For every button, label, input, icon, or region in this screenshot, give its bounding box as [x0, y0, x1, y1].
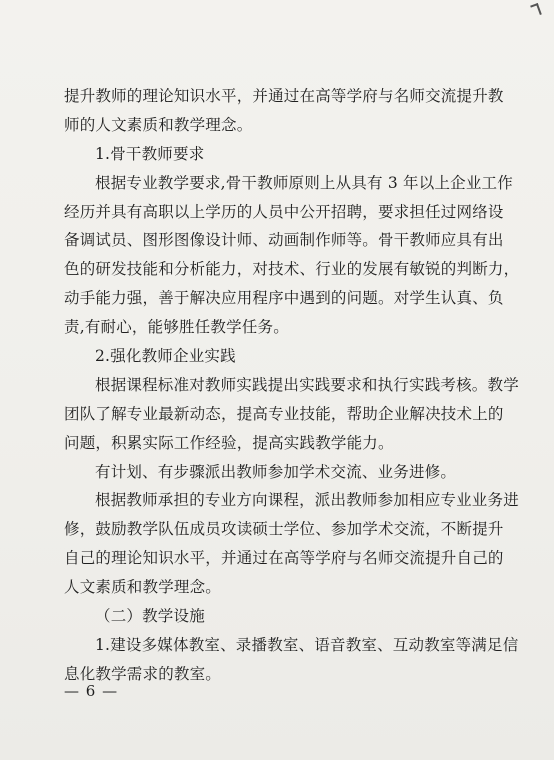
paragraph-line: 根据教师承担的专业方向课程，派出教师参加相应专业业务进 [95, 491, 519, 510]
page-corner-mark [530, 3, 542, 17]
subheading-enterprise-practice: 2.强化教师企业实践 [95, 347, 236, 366]
paragraph-line: 问题，积累实际工作经验，提高实践教学能力。 [64, 433, 394, 452]
paragraph-line: 根据专业教学要求,骨干教师原则上从具有 3 年以上企业工作 [95, 173, 513, 192]
paragraph-line: 责,有耐心，能够胜任教学任务。 [64, 318, 289, 337]
paragraph-line: 师的人文素质和教学理念。 [64, 115, 253, 134]
page-number: — 6 — [64, 682, 119, 700]
paragraph-line: 1.建设多媒体教室、录播教室、语音教室、互动教室等满足信 [95, 635, 519, 654]
paragraph-line: 动手能力强，善于解决应用程序中遇到的问题。对学生认真、负 [64, 289, 504, 308]
paragraph-line: 根据课程标准对教师实践提出实践要求和执行实践考核。教学 [95, 375, 519, 394]
paragraph-line: 自己的理论知识水平，并通过在高等学府与名师交流提升自己的 [64, 549, 504, 568]
paragraph-line: 经历并具有高职以上学历的人员中公开招聘，要求担任过网络设 [64, 202, 504, 221]
section-heading-teaching-facilities: （二）教学设施 [95, 607, 205, 626]
paragraph-line: 人文素质和教学理念。 [64, 578, 222, 597]
paragraph-line: 提升教师的理论知识水平，并通过在高等学府与名师交流提升教 [64, 87, 504, 105]
paragraph-line: 色的研发技能和分析能力，对技术、行业的发展有敏锐的判断力， [64, 260, 520, 279]
paragraph-line: 修，鼓励教学队伍成员攻读硕士学位、参加学术交流，不断提升 [64, 520, 504, 539]
paragraph-line: 息化教学需求的教室。 [64, 664, 222, 683]
body-text [64, 82, 520, 689]
paragraph-line: 有计划、有步骤派出教师参加学术交流、业务进修。 [95, 462, 457, 481]
paragraph-line: 备调试员、图形图像设计师、动画制作师等。骨干教师应具有出 [64, 231, 504, 250]
subheading-backbone-teachers: 1.骨干教师要求 [95, 144, 205, 163]
paragraph-line: 团队了解专业最新动态，提高专业技能，帮助企业解决技术上的 [64, 404, 504, 423]
